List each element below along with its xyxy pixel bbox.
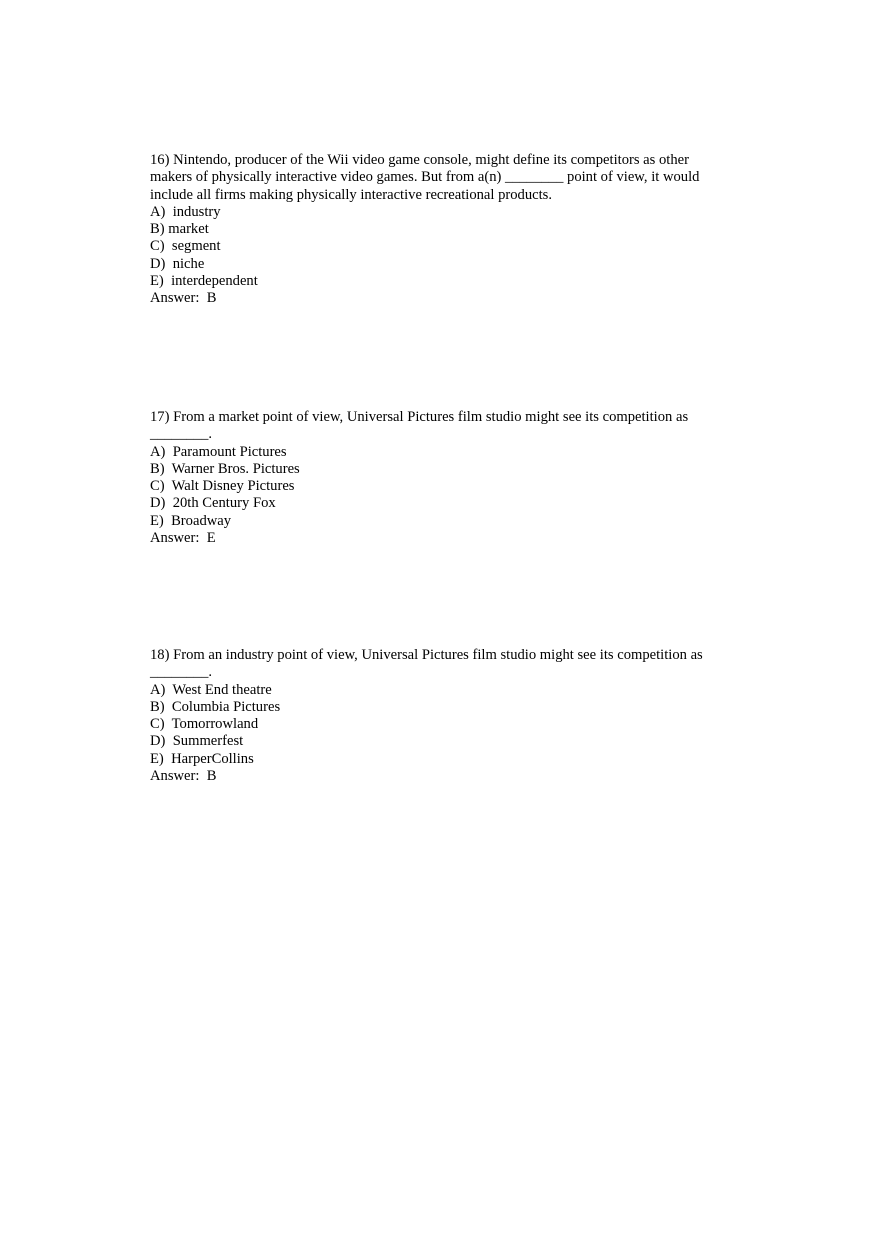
option-b: B) Columbia Pictures	[150, 698, 281, 715]
answer: Answer: B	[150, 768, 217, 785]
option-list	[150, 682, 750, 768]
option-c: C) segment	[150, 238, 221, 255]
question-stem	[150, 647, 750, 682]
stem-line: include all firms making physically interactive recreational products.	[150, 186, 552, 203]
stem-line: 17) From a market point of view, Universal Pictures film studio might see its competition as	[150, 409, 689, 425]
option-list	[150, 444, 750, 530]
answer: Answer: E	[150, 530, 216, 547]
option-a: A) Paramount Pictures	[150, 443, 287, 460]
question-18	[150, 647, 750, 785]
option-c: C) Walt Disney Pictures	[150, 478, 295, 495]
option-c: C) Tomorrowland	[150, 716, 259, 733]
option-a: A) West End theatre	[150, 681, 272, 698]
option-list	[150, 204, 750, 290]
question-16	[150, 152, 750, 308]
option-e: E) Broadway	[150, 512, 232, 529]
option-d: D) niche	[150, 255, 205, 272]
option-b: B) market	[150, 221, 209, 238]
question-17	[150, 409, 750, 547]
option-a: A) industry	[150, 203, 221, 220]
stem-line: 16) Nintendo, producer of the Wii video game console, might define its competitors as other	[150, 152, 689, 168]
stem-line: makers of physically interactive video games. But from a(n) ________ point of view, it would	[150, 169, 700, 186]
question-stem	[150, 152, 750, 204]
option-e: E) HarperCollins	[150, 750, 254, 767]
option-d: D) Summerfest	[150, 733, 244, 750]
stem-line: 18) From an industry point of view, Universal Pictures film studio might see its competition as	[150, 647, 703, 663]
stem-line: ________.	[150, 426, 213, 443]
stem-line: ________.	[150, 664, 213, 681]
option-d: D) 20th Century Fox	[150, 495, 276, 512]
option-b: B) Warner Bros. Pictures	[150, 460, 300, 477]
option-e: E) interdependent	[150, 273, 258, 290]
question-stem	[150, 409, 750, 444]
answer: Answer: B	[150, 290, 217, 307]
